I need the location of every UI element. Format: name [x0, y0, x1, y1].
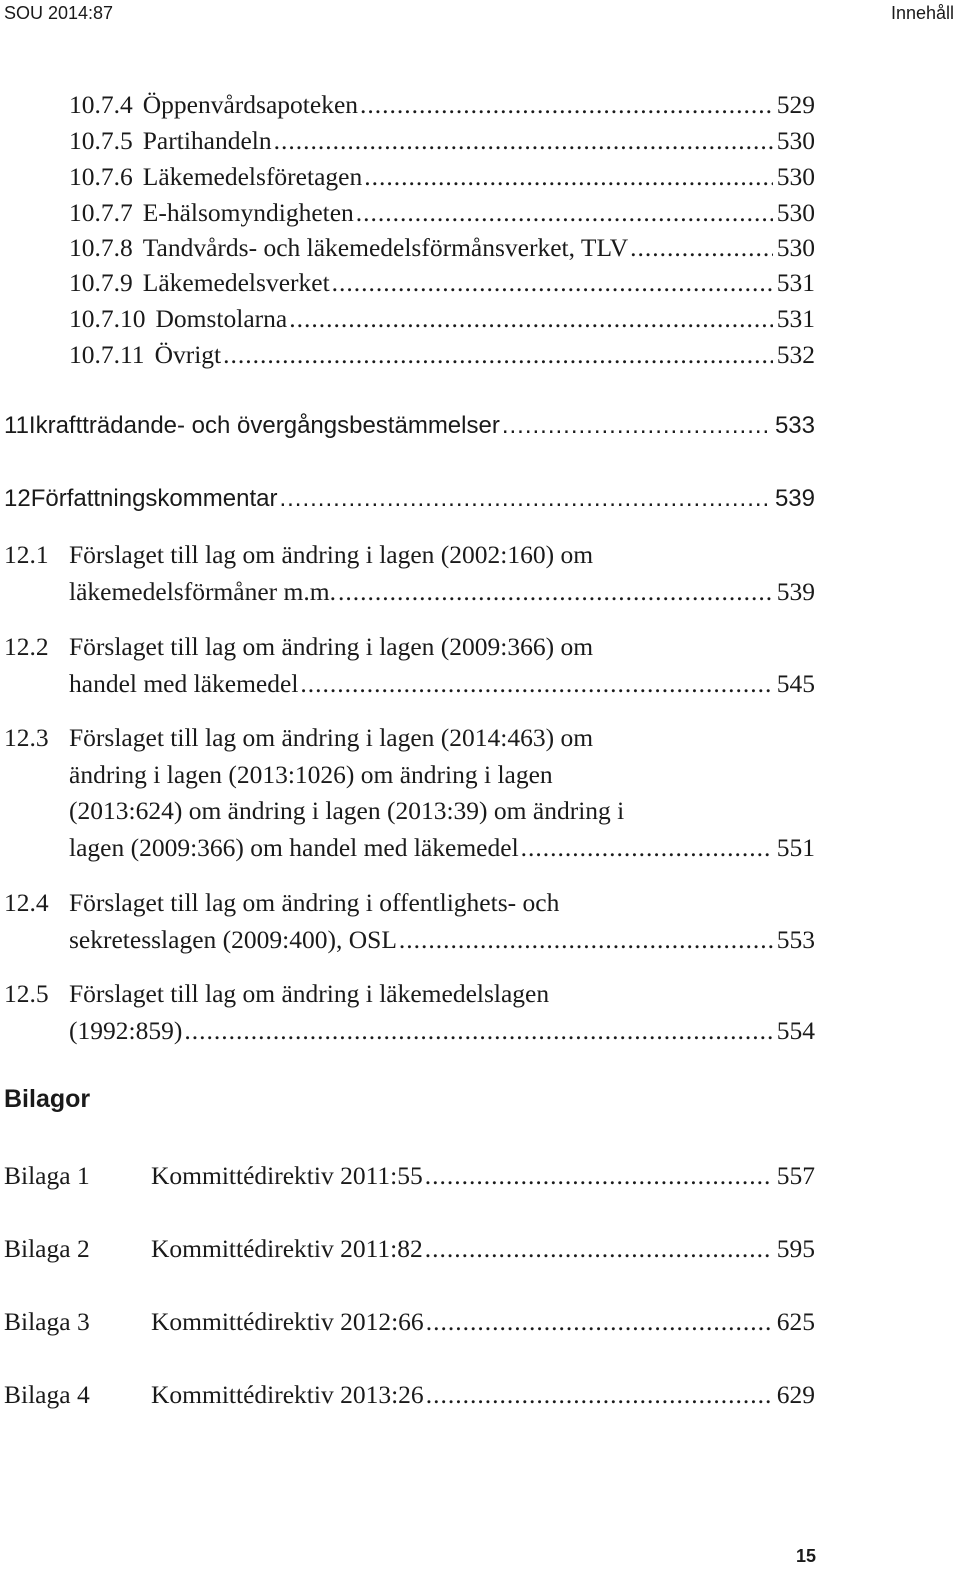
leader-dots	[426, 1377, 773, 1413]
leader-dots	[332, 265, 773, 301]
leader-dots	[338, 574, 773, 611]
toc-section[interactable]: 12.3 Förslaget till lag om ändring i lagen (2014:463) om ändring i lagen (2013:1026) om ändring i lagen (2013:624) om ändring i lagen (2013:39) om ändring i lagen (2009:366) om handel med läkemedel ..... 551	[4, 720, 815, 868]
toc-entry[interactable]: 10.7.5 Partihandeln ..... 530	[69, 123, 815, 159]
leader-dots	[425, 1231, 773, 1267]
toc-section[interactable]: 12.4 Förslaget till lag om ändring i offentlighets- och sekretesslagen (2009:400), OSL ..... 553	[4, 885, 815, 959]
leader-dots	[399, 922, 773, 959]
toc-entry[interactable]: 10.7.11 Övrigt ..... 532	[69, 337, 815, 373]
toc-appendix[interactable]: Bilaga 3 Kommittédirektiv 2012:66 ..... 625	[4, 1304, 815, 1340]
leader-dots	[289, 301, 773, 337]
toc-chapter[interactable]: 11 Ikraftträdande- och övergångsbestämmelser ..... 533	[4, 408, 815, 444]
toc-section[interactable]: 12.1 Förslaget till lag om ändring i lagen (2002:160) om läkemedelsförmåner m.m. ..... 539	[4, 537, 815, 611]
toc-appendix[interactable]: Bilaga 4 Kommittédirektiv 2013:26 ..... 629	[4, 1377, 815, 1413]
toc-entry[interactable]: 10.7.4 Öppenvårdsapoteken ..... 529	[69, 87, 815, 123]
toc-entry[interactable]: 10.7.9 Läkemedelsverket ..... 531	[69, 265, 815, 301]
leader-dots	[364, 159, 773, 195]
leader-dots	[223, 337, 773, 373]
toc-entry[interactable]: 10.7.8 Tandvårds- och läkemedelsförmånsverket, TLV ..... 530	[69, 230, 815, 266]
leader-dots	[502, 408, 771, 444]
toc-section[interactable]: 12.2 Förslaget till lag om ändring i lagen (2009:366) om handel med läkemedel ..... 545	[4, 629, 815, 703]
toc-entry[interactable]: 10.7.10 Domstolarna ..... 531	[69, 301, 815, 337]
leader-dots	[521, 830, 773, 867]
leader-dots	[426, 1304, 773, 1340]
page-number: 15	[795, 1546, 816, 1566]
toc-appendix[interactable]: Bilaga 1 Kommittédirektiv 2011:55 ..... 557	[4, 1158, 815, 1194]
leader-dots	[356, 195, 773, 231]
leader-dots	[360, 87, 773, 123]
bilagor-heading: Bilagor	[4, 1085, 91, 1113]
leader-dots	[425, 1158, 773, 1194]
running-header-right: Innehåll	[890, 3, 954, 23]
leader-dots	[630, 230, 773, 266]
toc-entry[interactable]: 10.7.6 Läkemedelsföretagen ..... 530	[69, 159, 815, 195]
toc-entry[interactable]: 10.7.7 E-hälsomyndigheten ..... 530	[69, 195, 815, 231]
leader-dots	[279, 481, 770, 517]
leader-dots	[300, 666, 772, 703]
leader-dots	[184, 1013, 772, 1050]
toc-chapter[interactable]: 12 Författningskommentar ..... 539	[4, 481, 815, 517]
toc-section[interactable]: 12.5 Förslaget till lag om ändring i läkemedelslagen (1992:859) ..... 554	[4, 976, 815, 1050]
leader-dots	[274, 123, 773, 159]
running-header-left: SOU 2014:87	[4, 3, 114, 23]
toc-appendix[interactable]: Bilaga 2 Kommittédirektiv 2011:82 ..... 595	[4, 1231, 815, 1267]
